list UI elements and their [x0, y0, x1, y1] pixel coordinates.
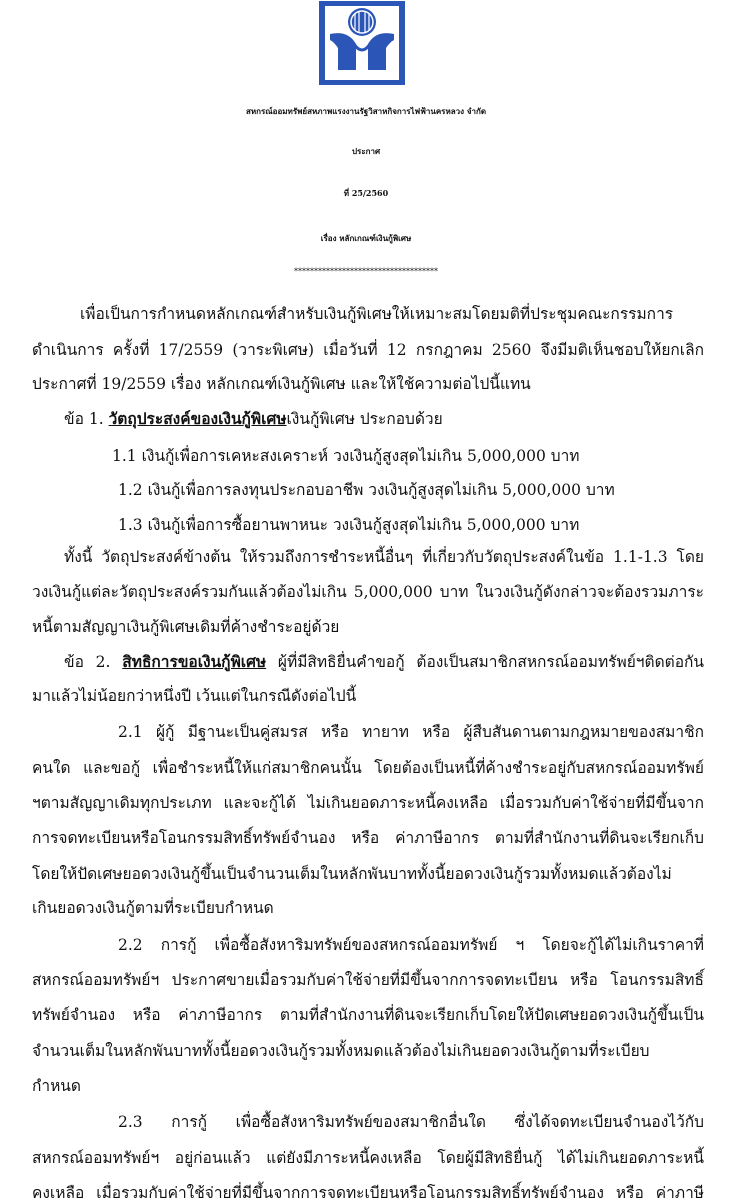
- clause-2-heading: [64, 652, 704, 672]
- clause-1-note: วงเงินกู้แต่ละวัตถุประสงค์รวมกันแล้วต้องไม่เกิน 5,000,000 บาท ในวงเงินกู้ดังกล่าวจะต้องรวมภาระ: [32, 583, 704, 601]
- intro-line: เพื่อเป็นการกำหนดหลักเกณฑ์สำหรับเงินกู้พิเศษให้เหมาะสมโดยมติที่ประชุมคณะกรรมการ: [80, 305, 674, 323]
- item-2-2-line: กำหนด: [32, 1077, 81, 1095]
- clause-text: เงินกู้พิเศษ ประกอบด้วย: [286, 410, 443, 428]
- separator-line: ************************************: [294, 267, 438, 276]
- cooperative-logo: [318, 0, 406, 86]
- item-2-1-line: เกินยอดวงเงินกู้ตามที่ระเบียบกำหนด: [32, 899, 274, 917]
- item-2-1-line: คนใด และขอกู้ เพื่อชำระหนี้ให้แก่สมาชิกคนนั้น โดยต้องเป็นหนี้ที่ค้างชำระอยู่กับสหกรณ์ออมทรัพย์: [32, 759, 704, 777]
- item-2-2-line: สหกรณ์ออมทรัพย์ฯ ประกาศขายเมื่อรวมกับค่าใช้จ่ายที่มีขึ้นจากการจดทะเบียน หรือ โอนกรรมสิทธิ์: [32, 971, 704, 989]
- item-2-1-line: การจดทะเบียนหรือโอนกรรมสิทธิ์ทรัพย์จำนอง หรือ ค่าภาษีอากร ตามที่สำนักงานที่ดินจะเรียกเก็บ: [32, 829, 704, 847]
- item-2-2-line: จำนวนเต็มในหลักพันบาททั้งนี้ยอดวงเงินกู้รวมทั้งหมดแล้วต้องไม่เกินยอดวงเงินกู้ตามที่ระเบียบ: [32, 1042, 650, 1060]
- list-item: 1.2 เงินกู้เพื่อการลงทุนประกอบอาชีพ วงเงินกู้สูงสุดไม่เกิน 5,000,000 บาท: [118, 481, 615, 499]
- item-2-3-line: สหกรณ์ออมทรัพย์ฯ อยู่ก่อนแล้ว แต่ยังมีภาระหนี้คงเหลือ โดยผู้มีสิทธิยื่นกู้ ได้ไม่เกินยอดภาระหนี้: [32, 1149, 704, 1167]
- item-2-2-line: ทรัพย์จำนอง หรือ ค่าภาษีอากร ตามที่สำนักงานที่ดินจะเรียกเก็บโดยให้ปัดเศษยอดวงเงินกู้ขึ้นเป็น: [32, 1006, 704, 1024]
- clause-number: ข้อ 1.: [64, 410, 109, 428]
- item-2-1-line: โดยให้ปัดเศษยอดวงเงินกู้ขึ้นเป็นจำนวนเต็มในหลักพันบาททั้งนี้ยอดวงเงินกู้รวมทั้งหมดแล้วต้องไม่: [32, 865, 672, 883]
- clause-text: ผู้ที่มีสิทธิยื่นคำขอกู้ ต้องเป็นสมาชิกสหกรณ์ออมทรัพย์ฯติดต่อกัน: [266, 653, 704, 671]
- clause-title: วัตถุประสงค์ของเงินกู้พิเศษ: [108, 409, 287, 428]
- item-2-3-line: 2.3 การกู้ เพื่อซื้อสังหาริมทรัพย์ของสมาชิกอื่นใด ซึ่งได้จดทะเบียนจำนองไว้กับ: [118, 1113, 704, 1131]
- item-2-3-line: คงเหลือ เมื่อรวมกับค่าใช้จ่ายที่มีขึ้นจากการจดทะเบียนหรือโอนกรรมสิทธิ์ทรัพย์จำนอง หรือ ค่าภาษี: [32, 1184, 704, 1202]
- clause-number: ข้อ 2.: [64, 653, 123, 671]
- list-item: 1.1 เงินกู้เพื่อการเคหะสงเคราะห์ วงเงินกู้สูงสุดไม่เกิน 5,000,000 บาท: [112, 447, 580, 465]
- clause-1-note: ทั้งนี้ วัตถุประสงค์ข้างต้น ให้รวมถึงการชำระหนี้อื่นๆ ที่เกี่ยวกับวัตถุประสงค์ในข้อ 1.1-1.3 โดย: [64, 548, 704, 566]
- announcement-title: ประกาศ: [351, 146, 381, 156]
- clause-title: สิทธิการขอเงินกู้พิเศษ: [122, 652, 267, 671]
- clause-1-note: หนี้ตามสัญญาเงินกู้พิเศษเดิมที่ค้างชำระอยู่ด้วย: [32, 618, 340, 636]
- item-2-1-line: 2.1 ผู้กู้ มีฐานะเป็นคู่สมรส หรือ ทายาท หรือ ผู้สืบสันดานตามกฎหมายของสมาชิก: [118, 723, 704, 741]
- item-2-1-line: ฯตามสัญญาเดิมทุกประเภท และจะกู้ได้ ไม่เกินยอดภาระหนี้คงเหลือ เมื่อรวมกับค่าใช้จ่ายที่มีขึ้นจาก: [32, 794, 704, 812]
- announcement-subject: เรื่อง หลักเกณฑ์เงินกู้พิเศษ: [320, 233, 412, 243]
- organization-name: สหกรณ์ออมทรัพย์สหภาพแรงงานรัฐวิสาหกิจการไฟฟ้านครหลวง จำกัด: [245, 106, 487, 116]
- intro-line: ดำเนินการ ครั้งที่ 17/2559 (วาระพิเศษ) เมื่อวันที่ 12 กรกฎาคม 2560 จึงมีมติเห็นชอบให้ยกเลิก: [32, 341, 704, 359]
- clause-2-text: มาแล้วไม่น้อยกว่าหนึ่งปี เว้นแต่ในกรณีดังต่อไปนี้: [32, 687, 357, 705]
- list-item: 1.3 เงินกู้เพื่อการซื้อยานพาหนะ วงเงินกู้สูงสุดไม่เกิน 5,000,000 บาท: [118, 516, 580, 534]
- item-2-2-line: 2.2 การกู้ เพื่อซื้อสังหาริมทรัพย์ของสหกรณ์ออมทรัพย์ ฯ โดยจะกู้ได้ไม่เกินราคาที่: [118, 936, 704, 954]
- clause-1-heading: [64, 409, 443, 429]
- intro-line: ประกาศที่ 19/2559 เรื่อง หลักเกณฑ์เงินกู้พิเศษ และให้ใช้ความต่อไปนี้แทน: [32, 375, 531, 393]
- announcement-number: ที่ 25/2560: [343, 188, 389, 198]
